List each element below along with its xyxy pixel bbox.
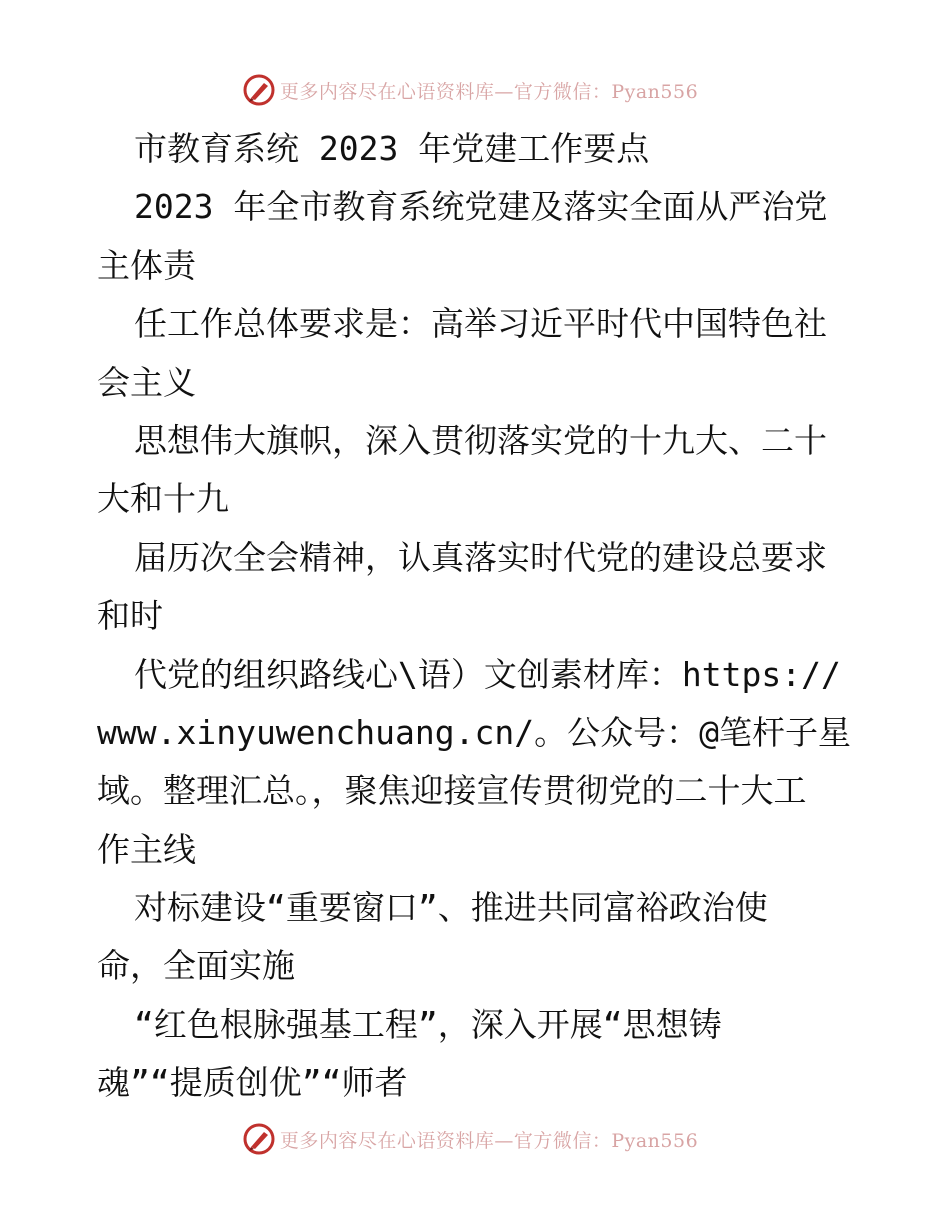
text-line: 域。整理汇总。，聚焦迎接宣传贯彻党的二十大工 [97,771,807,811]
text-line: 代党的组织路线心\语）文创素材库：https:// [134,654,841,694]
header-banner [0,70,950,110]
banner-text: 更多内容尽在心语资料库—官方微信：Pyan556 [279,1129,699,1152]
banner-text: 更多内容尽在心语资料库—官方微信：Pyan556 [279,80,699,103]
document-body [97,120,857,1113]
text-line: 魂”“提质创优”“师者 [97,1063,408,1103]
document-title: 市教育系统 2023 年党建工作要点 [134,129,650,168]
text-line: 思想伟大旗帜，深入贯彻落实党的十九大、二十 [134,420,827,460]
text-line: 届历次全会精神，认真落实时代党的建设总要求 [134,537,827,577]
pen-logo-icon [242,73,276,107]
text-line: 主体责 [97,245,196,285]
text-line: 和时 [97,596,163,636]
text-line: 对标建设“重要窗口”、推进共同富裕政治使 [134,888,768,928]
text-line: 命，全面实施 [97,946,295,986]
text-line: 作主线 [97,829,196,869]
text-line: 会主义 [97,362,196,402]
text-line: 任工作总体要求是：高举习近平时代中国特色社 [134,304,827,344]
text-line: “红色根脉强基工程”，深入开展“思想铸 [134,1004,722,1044]
text-line: www.xinyuwenchuang.cn/。公众号：@笔杆子星 [97,712,851,752]
text-line: 大和十九 [97,479,229,519]
pen-logo-icon [242,1122,276,1156]
text-line: 2023 年全市教育系统党建及落实全面从严治党 [134,187,828,227]
footer-banner [0,1119,950,1159]
